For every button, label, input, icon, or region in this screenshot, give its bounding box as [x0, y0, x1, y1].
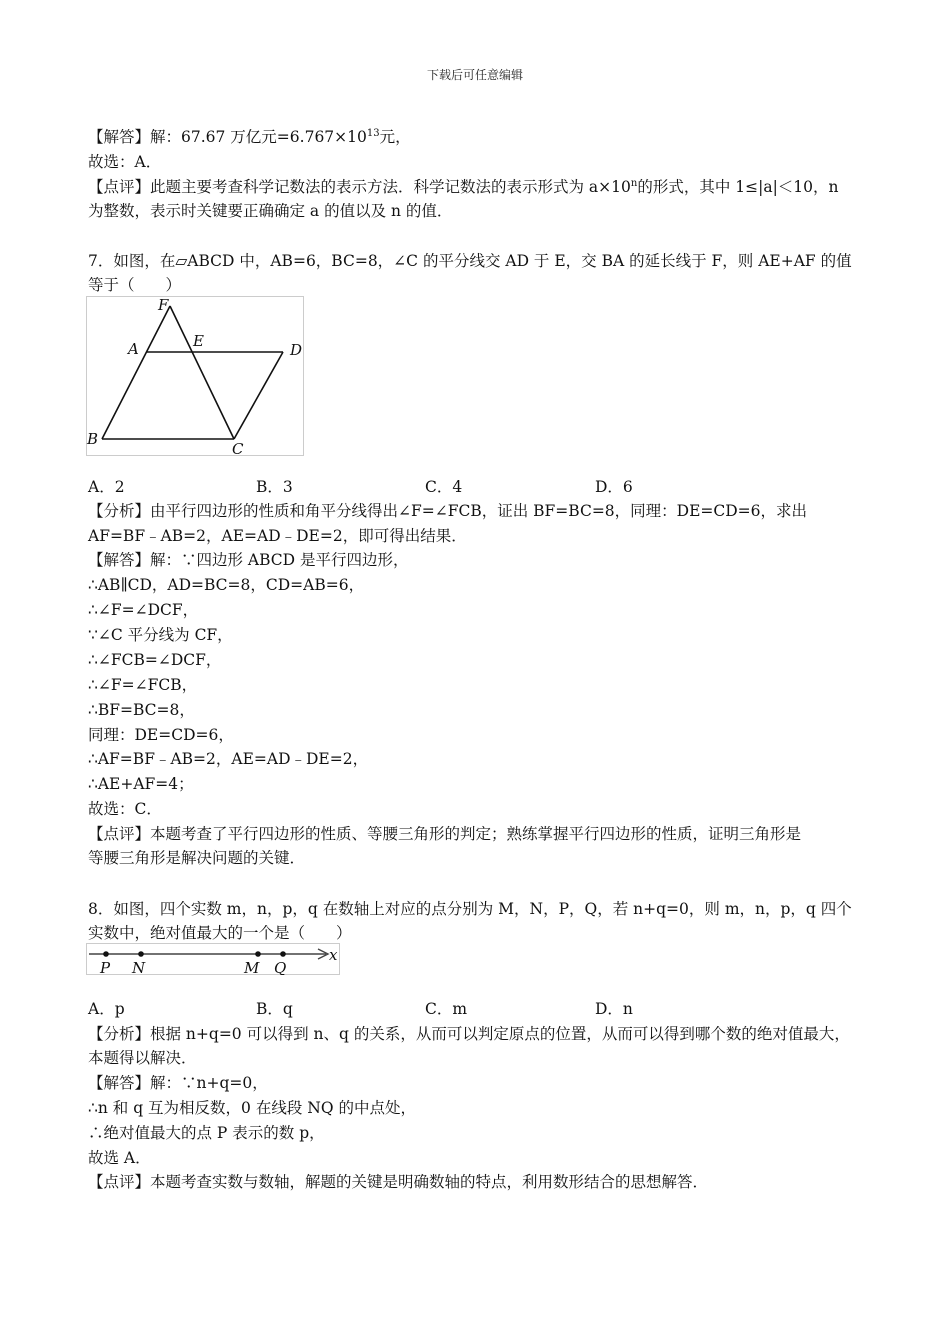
q7-solution-line: 【解答】解：∵四边形 ABCD 是平行四边形，	[88, 551, 409, 569]
q7-option-a: A．2	[88, 478, 125, 496]
q7-choose: 故选：C．	[88, 800, 162, 818]
q8-option-c: C．m	[425, 1000, 468, 1018]
q7-comment-line1: 【点评】本题考查了平行四边形的性质、等腰三角形的判定；熟练掌握平行四边形的性质，证明三角形是	[88, 825, 802, 843]
q8-number-line-figure	[86, 943, 340, 975]
q8-option-a: A．p	[88, 1000, 125, 1018]
q7-parallelogram-figure	[86, 296, 304, 456]
q7-solution-line: ∴∠F=∠FCB，	[88, 676, 198, 694]
segment-fc	[170, 306, 234, 439]
page-header: 下载后可任意编辑	[426, 68, 523, 82]
q8-stem-line2: 实数中，绝对值最大的一个是（ ）	[88, 924, 352, 942]
segment-cd	[234, 352, 283, 439]
q7-analysis-line2: AF=BF﹣AB=2，AE=AD﹣DE=2，即可得出结果．	[88, 527, 467, 545]
q8-comment: 【点评】本题考查实数与数轴，解题的关键是明确数轴的特点，利用数形结合的思想解答．	[88, 1173, 709, 1191]
point-m	[255, 951, 261, 957]
q6-comment-line2: 为整数，表示时关键要正确确定 a 的值以及 n 的值．	[88, 202, 453, 220]
q8-option-d: D．n	[595, 1000, 633, 1018]
point-n	[138, 951, 144, 957]
q7-solution-line: ∴AB∥CD，AD=BC=8，CD=AB=6，	[88, 576, 365, 594]
label-p: P	[100, 959, 111, 975]
point-q	[280, 951, 286, 957]
label-e: E	[193, 332, 204, 350]
q7-option-c: C．4	[425, 478, 463, 496]
q7-solution-line: ∵∠C 平分线为 CF，	[88, 626, 233, 644]
q7-solution-line: ∴AF=BF﹣AB=2，AE=AD﹣DE=2，	[88, 750, 369, 768]
q8-solution-line: 【解答】解：∵n+q=0，	[88, 1074, 268, 1092]
q7-solution-line: ∴∠F=∠DCF，	[88, 601, 199, 619]
label-q: Q	[274, 959, 287, 975]
q7-analysis-line1: 【分析】由平行四边形的性质和角平分线得出∠F=∠FCB，证出 BF=BC=8，同理：DE=CD=6，求出	[88, 502, 808, 520]
figure-border	[87, 297, 304, 456]
q6-comment-line1	[88, 177, 839, 197]
q7-solution-line: ∴BF=BC=8，	[88, 701, 195, 719]
q6-comment-tail: 的形式，其中 1≤|a|＜10，n	[637, 178, 839, 196]
q7-option-d: D．6	[595, 478, 633, 496]
label-d: D	[290, 341, 303, 359]
label-c: C	[232, 440, 244, 456]
q7-solution-line: ∴∠FCB=∠DCF，	[88, 651, 222, 669]
figure-border	[87, 944, 340, 975]
q8-stem-line1: 8．如图，四个实数 m，n，p，q 在数轴上对应的点分别为 M，N，P，Q，若 n+q=0，则 m，n，p，q 四个	[88, 900, 852, 918]
q6-answer-unit: 元，	[379, 128, 411, 146]
q6-choose: 故选：A．	[88, 153, 162, 171]
label-n: N	[132, 959, 146, 975]
q6-comment-exponent: n	[630, 177, 638, 189]
label-b: B	[87, 430, 99, 448]
q8-analysis-line2: 本题得以解决．	[88, 1049, 197, 1067]
label-f: F	[158, 296, 169, 314]
q6-answer	[88, 127, 411, 147]
q8-option-b: B．q	[256, 1000, 293, 1018]
q7-solution-line: 同理：DE=CD=6，	[88, 726, 234, 744]
q7-stem-line2: 等于（ ）	[88, 276, 182, 294]
q8-analysis-line1: 【分析】根据 n+q=0 可以得到 n、q 的关系，从而可以判定原点的位置，从而可以得到哪个数的绝对值最大，	[88, 1025, 850, 1043]
q7-stem-line1: 7．如图，在▱ABCD 中，AB=6，BC=8，∠C 的平分线交 AD 于 E，交 BA 的延长线于 F，则 AE+AF 的值	[88, 252, 852, 270]
q7-comment-line2: 等腰三角形是解决问题的关键．	[88, 849, 306, 867]
segment-bf	[102, 306, 170, 439]
q8-choose: 故选 A．	[88, 1149, 151, 1167]
label-m: M	[244, 959, 260, 975]
q7-solution-line: ∴AE+AF=4；	[88, 775, 194, 793]
q6-answer-exponent: 13	[366, 127, 380, 139]
q7-option-b: B．3	[256, 478, 293, 496]
q8-solution-line: ∴n 和 q 互为相反数，0 在线段 NQ 的中点处，	[88, 1099, 416, 1117]
q6-answer-text: 【解答】解：67.67 万亿元=6.767×10	[88, 128, 367, 146]
label-a: A	[128, 340, 139, 358]
q6-comment-text: 【点评】此题主要考查科学记数法的表示方法．科学记数法的表示形式为 a×10	[88, 178, 631, 196]
label-x: x	[329, 946, 338, 964]
point-p	[103, 951, 109, 957]
q8-solution-line: ∴绝对值最大的点 P 表示的数 p，	[88, 1124, 325, 1142]
